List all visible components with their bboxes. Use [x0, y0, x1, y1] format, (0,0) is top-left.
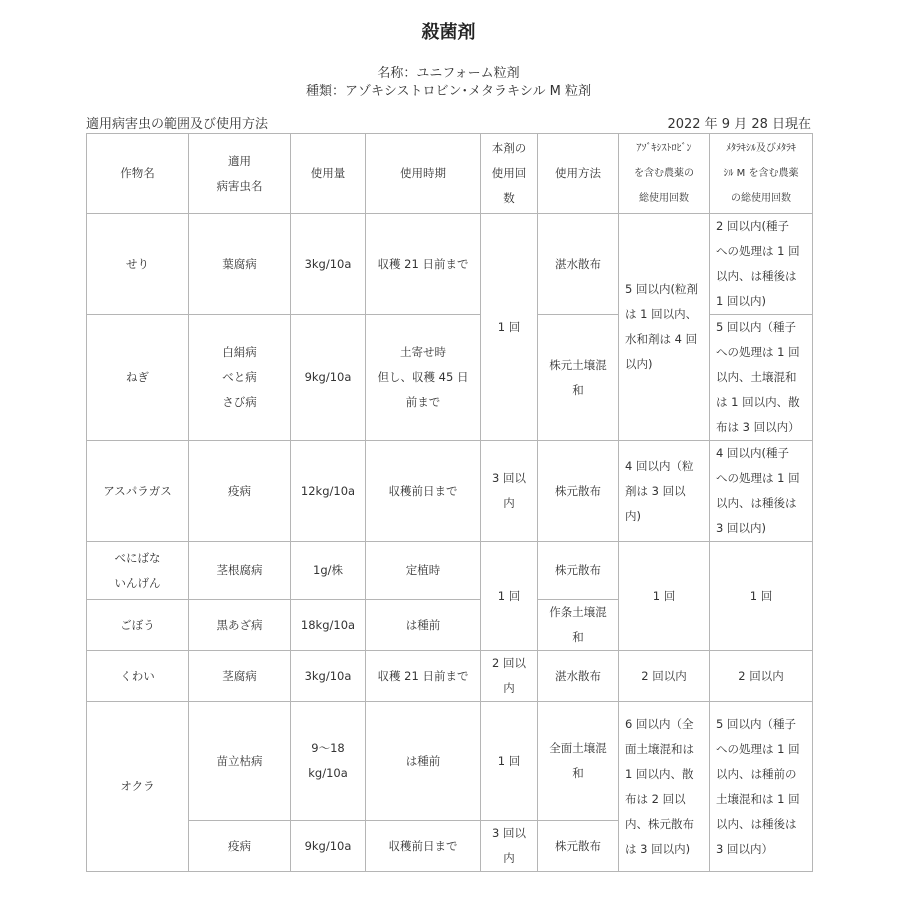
method-cell: 株元土壌混 和	[538, 315, 619, 441]
method-cell: 全面土壌混 和	[538, 702, 619, 821]
method-cell: 株元散布	[538, 441, 619, 542]
amount-cell: 3kg/10a	[291, 214, 366, 315]
method-cell: 湛水散布	[538, 651, 619, 702]
timing-cell: 土寄せ時 但し、収穫 45 日 前まで	[366, 315, 481, 441]
timing-cell: 収穫前日まで	[366, 821, 481, 872]
pest-cell: 白絹病 べと病 さび病	[189, 315, 291, 441]
product-type: 種類：アゾキシストロビン･メタラキシル M 粒剤	[305, 84, 591, 99]
count-cell: 3 回以 内	[481, 441, 538, 542]
table-row	[87, 214, 813, 315]
amount-cell: 9kg/10a	[291, 821, 366, 872]
count-cell: 3 回以 内	[481, 821, 538, 872]
amount-cell: 12kg/10a	[291, 441, 366, 542]
timing-cell: は種前	[366, 600, 481, 651]
table-caption: 適用病害虫の範囲及び使用方法	[86, 117, 269, 132]
azoxy-total-cell: 6 回以内（全 面土壌混和は 1 回以内、散 布は 2 回以 内、株元散布 は 3 回以内)	[619, 702, 710, 872]
azoxy-total-cell: 1 回	[619, 542, 710, 651]
timing-cell: 定植時	[366, 542, 481, 600]
table-row	[87, 651, 813, 702]
pest-cell: 茎腐病	[189, 651, 291, 702]
header-metalaxyl-total: ﾒﾀﾗｷｼﾙ及びﾒﾀﾗｷ ｼﾙ M を含む農薬 の総使用回数	[710, 134, 813, 214]
metalaxyl-total-cell: 5 回以内（種子 への処理は 1 回 以内、は種前の 土壌混和は 1 回 以内、は種後は 3 回以内）	[710, 702, 813, 872]
pest-cell: 疫病	[189, 441, 291, 542]
product-name: 名称：ユニフォーム粒剤	[377, 66, 520, 81]
crop-cell: ねぎ	[87, 315, 189, 441]
table-row	[87, 441, 813, 542]
count-cell: 1 回	[481, 542, 538, 651]
timing-cell: は種前	[366, 702, 481, 821]
as-of-date: 2022 年 9 月 28 日現在	[667, 117, 811, 132]
metalaxyl-total-cell: 2 回以内	[710, 651, 813, 702]
header-timing: 使用時期	[366, 134, 481, 214]
amount-cell: 9～18 kg/10a	[291, 702, 366, 821]
method-cell: 作条土壌混 和	[538, 600, 619, 651]
header-pest: 適用 病害虫名	[189, 134, 291, 214]
crop-cell: オクラ	[87, 702, 189, 872]
amount-cell: 3kg/10a	[291, 651, 366, 702]
header-azoxy-total: ｱｿﾞｷｼｽﾄﾛﾋﾞﾝ を含む農薬の 総使用回数	[619, 134, 710, 214]
azoxy-total-cell: 2 回以内	[619, 651, 710, 702]
header-crop: 作物名	[87, 134, 189, 214]
header-amount: 使用量	[291, 134, 366, 214]
amount-cell: 18kg/10a	[291, 600, 366, 651]
azoxy-total-cell: 4 回以内（粒 剤は 3 回以 内)	[619, 441, 710, 542]
count-cell: 1 回	[481, 702, 538, 821]
method-cell: 株元散布	[538, 542, 619, 600]
azoxy-total-cell: 5 回以内(粒剤 は 1 回以内、 水和剤は 4 回 以内)	[619, 214, 710, 441]
crop-cell: せり	[87, 214, 189, 315]
amount-cell: 1g/株	[291, 542, 366, 600]
crop-cell: アスパラガス	[87, 441, 189, 542]
crop-cell: くわい	[87, 651, 189, 702]
table-row	[87, 542, 813, 600]
pest-cell: 黒あざ病	[189, 600, 291, 651]
timing-cell: 収穫前日まで	[366, 441, 481, 542]
header-count: 本剤の 使用回 数	[481, 134, 538, 214]
metalaxyl-total-cell: 4 回以内(種子 への処理は 1 回 以内、は種後は 3 回以内)	[710, 441, 813, 542]
crop-cell: べにばな いんげん	[87, 542, 189, 600]
method-cell: 株元散布	[538, 821, 619, 872]
table-row	[87, 702, 813, 821]
metalaxyl-total-cell: 1 回	[710, 542, 813, 651]
header-row	[87, 134, 813, 214]
header-method: 使用方法	[538, 134, 619, 214]
usage-table	[86, 133, 813, 872]
method-cell: 湛水散布	[538, 214, 619, 315]
amount-cell: 9kg/10a	[291, 315, 366, 441]
pest-cell: 葉腐病	[189, 214, 291, 315]
count-cell: 2 回以 内	[481, 651, 538, 702]
pest-cell: 疫病	[189, 821, 291, 872]
metalaxyl-total-cell: 2 回以内(種子 への処理は 1 回 以内、は種後は 1 回以内)	[710, 214, 813, 315]
count-cell: 1 回	[481, 214, 538, 441]
pest-cell: 苗立枯病	[189, 702, 291, 821]
page-title: 殺菌剤	[421, 22, 476, 43]
timing-cell: 収穫 21 日前まで	[366, 651, 481, 702]
timing-cell: 収穫 21 日前まで	[366, 214, 481, 315]
metalaxyl-total-cell: 5 回以内（種子 への処理は 1 回 以内、土壌混和 は 1 回以内、散 布は 3 回以内）	[710, 315, 813, 441]
crop-cell: ごぼう	[87, 600, 189, 651]
pest-cell: 茎根腐病	[189, 542, 291, 600]
